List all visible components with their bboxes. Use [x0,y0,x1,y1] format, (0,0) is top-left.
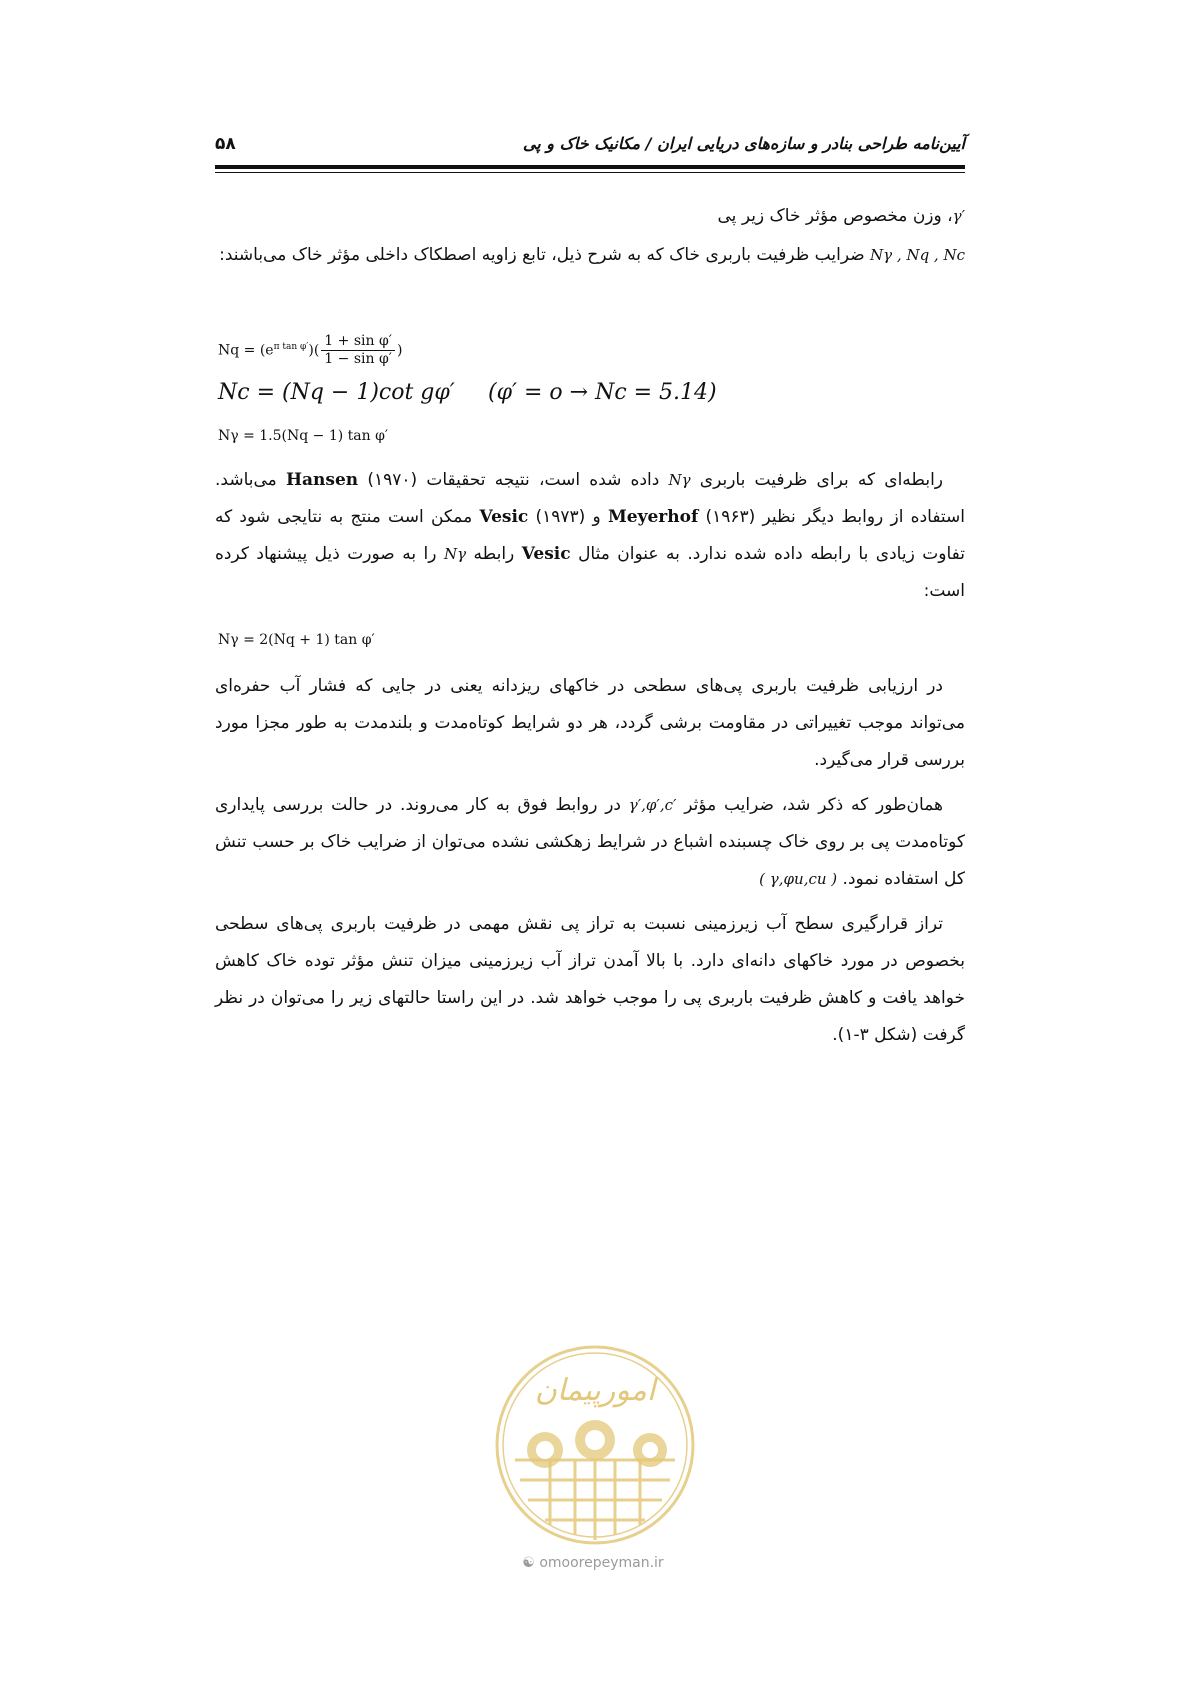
formula-ngamma-vesic: Nγ = 2(Nq + 1) tan φ′ [218,632,375,648]
formula-nq: $Nq = (e^{\pi tan \varphi'})$( $\frac{\text{1 + sin φ′}}{\text{1 − sin φ′}}$ ) [218,333,403,367]
paragraph-effective-params: همان‌طور که ذکر شد، ضرایب مؤثر γ′,φ′,c′ در روابط فوق به کار می‌روند. در حالت بررسی پایداری کوتاه‌مدت پی بر روی خاک چسبنده اشباع در شرایط زهکشی نشده می‌توان از ضرایب خاک بر حسب تنش کل استفاده نمود. ( γ,φu,cu ) [215,795,965,889]
formula-ngamma-hansen: Nγ = 1.5(Nq − 1) tan φ′ [218,428,389,444]
header-rule-thin [215,172,965,173]
watermark-site: ☯ omoorepeyman.ir [522,1555,664,1571]
formula-nc: Nc = (Nq − 1)cot gφ′ [218,380,455,405]
svg-text:امورپیمان: امورپیمان [534,1373,656,1408]
paragraph-hansen: رابطه‌ای که برای ظرفیت باربری Nγ داده شده است، نتیجه تحقیقات Hansen (۱۹۷۰) می‌باشد. استفاده از روابط دیگر نظیر Meyerhof (۱۹۶۳) و Vesic (۱۹۷۳) ممکن است منتج به نتایجی شود که تفاوت زیادی با رابطه داده شده ندارد. به عنوان مثال Vesic رابطه Nγ را به صورت ذیل پیشنهاد کرده است: [215,470,966,601]
symbol-factors: Nγ , Nq , Nc [870,246,965,264]
paragraph-groundwater: تراز قرارگیری سطح آب زیرزمینی نسبت به تراز پی نقش مهمی در ظرفیت باربری پی‌های سطحی بخصوص در مورد خاکهای دانه‌ای دارد. با بالا آمدن تراز آب زیرزمینی میزان تنش مؤثر توده خاک کاهش خواهد یافت و کاهش ظرفیت باربری پی را موجب خواهد شد. در این راستا حالتهای زیر را می‌توان در نظر گرفت (شکل ۳-۱). [215,914,965,1045]
formula-nc-note: (φ′ = o → Nc = 5.14) [488,380,717,405]
header-rule-thick [215,165,965,169]
page-header [215,130,965,160]
running-title: آیین‌نامه طراحی بنادر و سازه‌های دریایی ایران / مکانیک خاک و پی [522,134,965,153]
definition-gamma [215,198,965,235]
watermark-logo [490,1340,700,1550]
paragraph-fine-soils: در ارزیابی ظرفیت باربری پی‌های سطحی در خاکهای ریزدانه یعنی در جایی که فشار آب حفره‌ای می‌تواند موجب تغییراتی در مقاومت برشی گردد، هر دو شرایط کوتاه‌مدت و بلندمدت به طور مجزا مورد بررسی قرار می‌گیرد. [215,676,965,770]
definition-factors-text: ضرایب ظرفیت باربری خاک که به شرح ذیل، تابع زاویه اصطکاک داخلی مؤثر خاک می‌باشند: [219,245,865,265]
definition-factors [215,237,965,274]
symbol-gamma-prime: γ′ [952,207,965,225]
fraction: $\frac{\text{1 + sin φ′}}{\text{1 − sin φ′}}$ [321,333,395,368]
definition-text: ، وزن مخصوص مؤثر خاک زیر پی [717,206,953,226]
page-number: ۵۸ [215,134,236,154]
